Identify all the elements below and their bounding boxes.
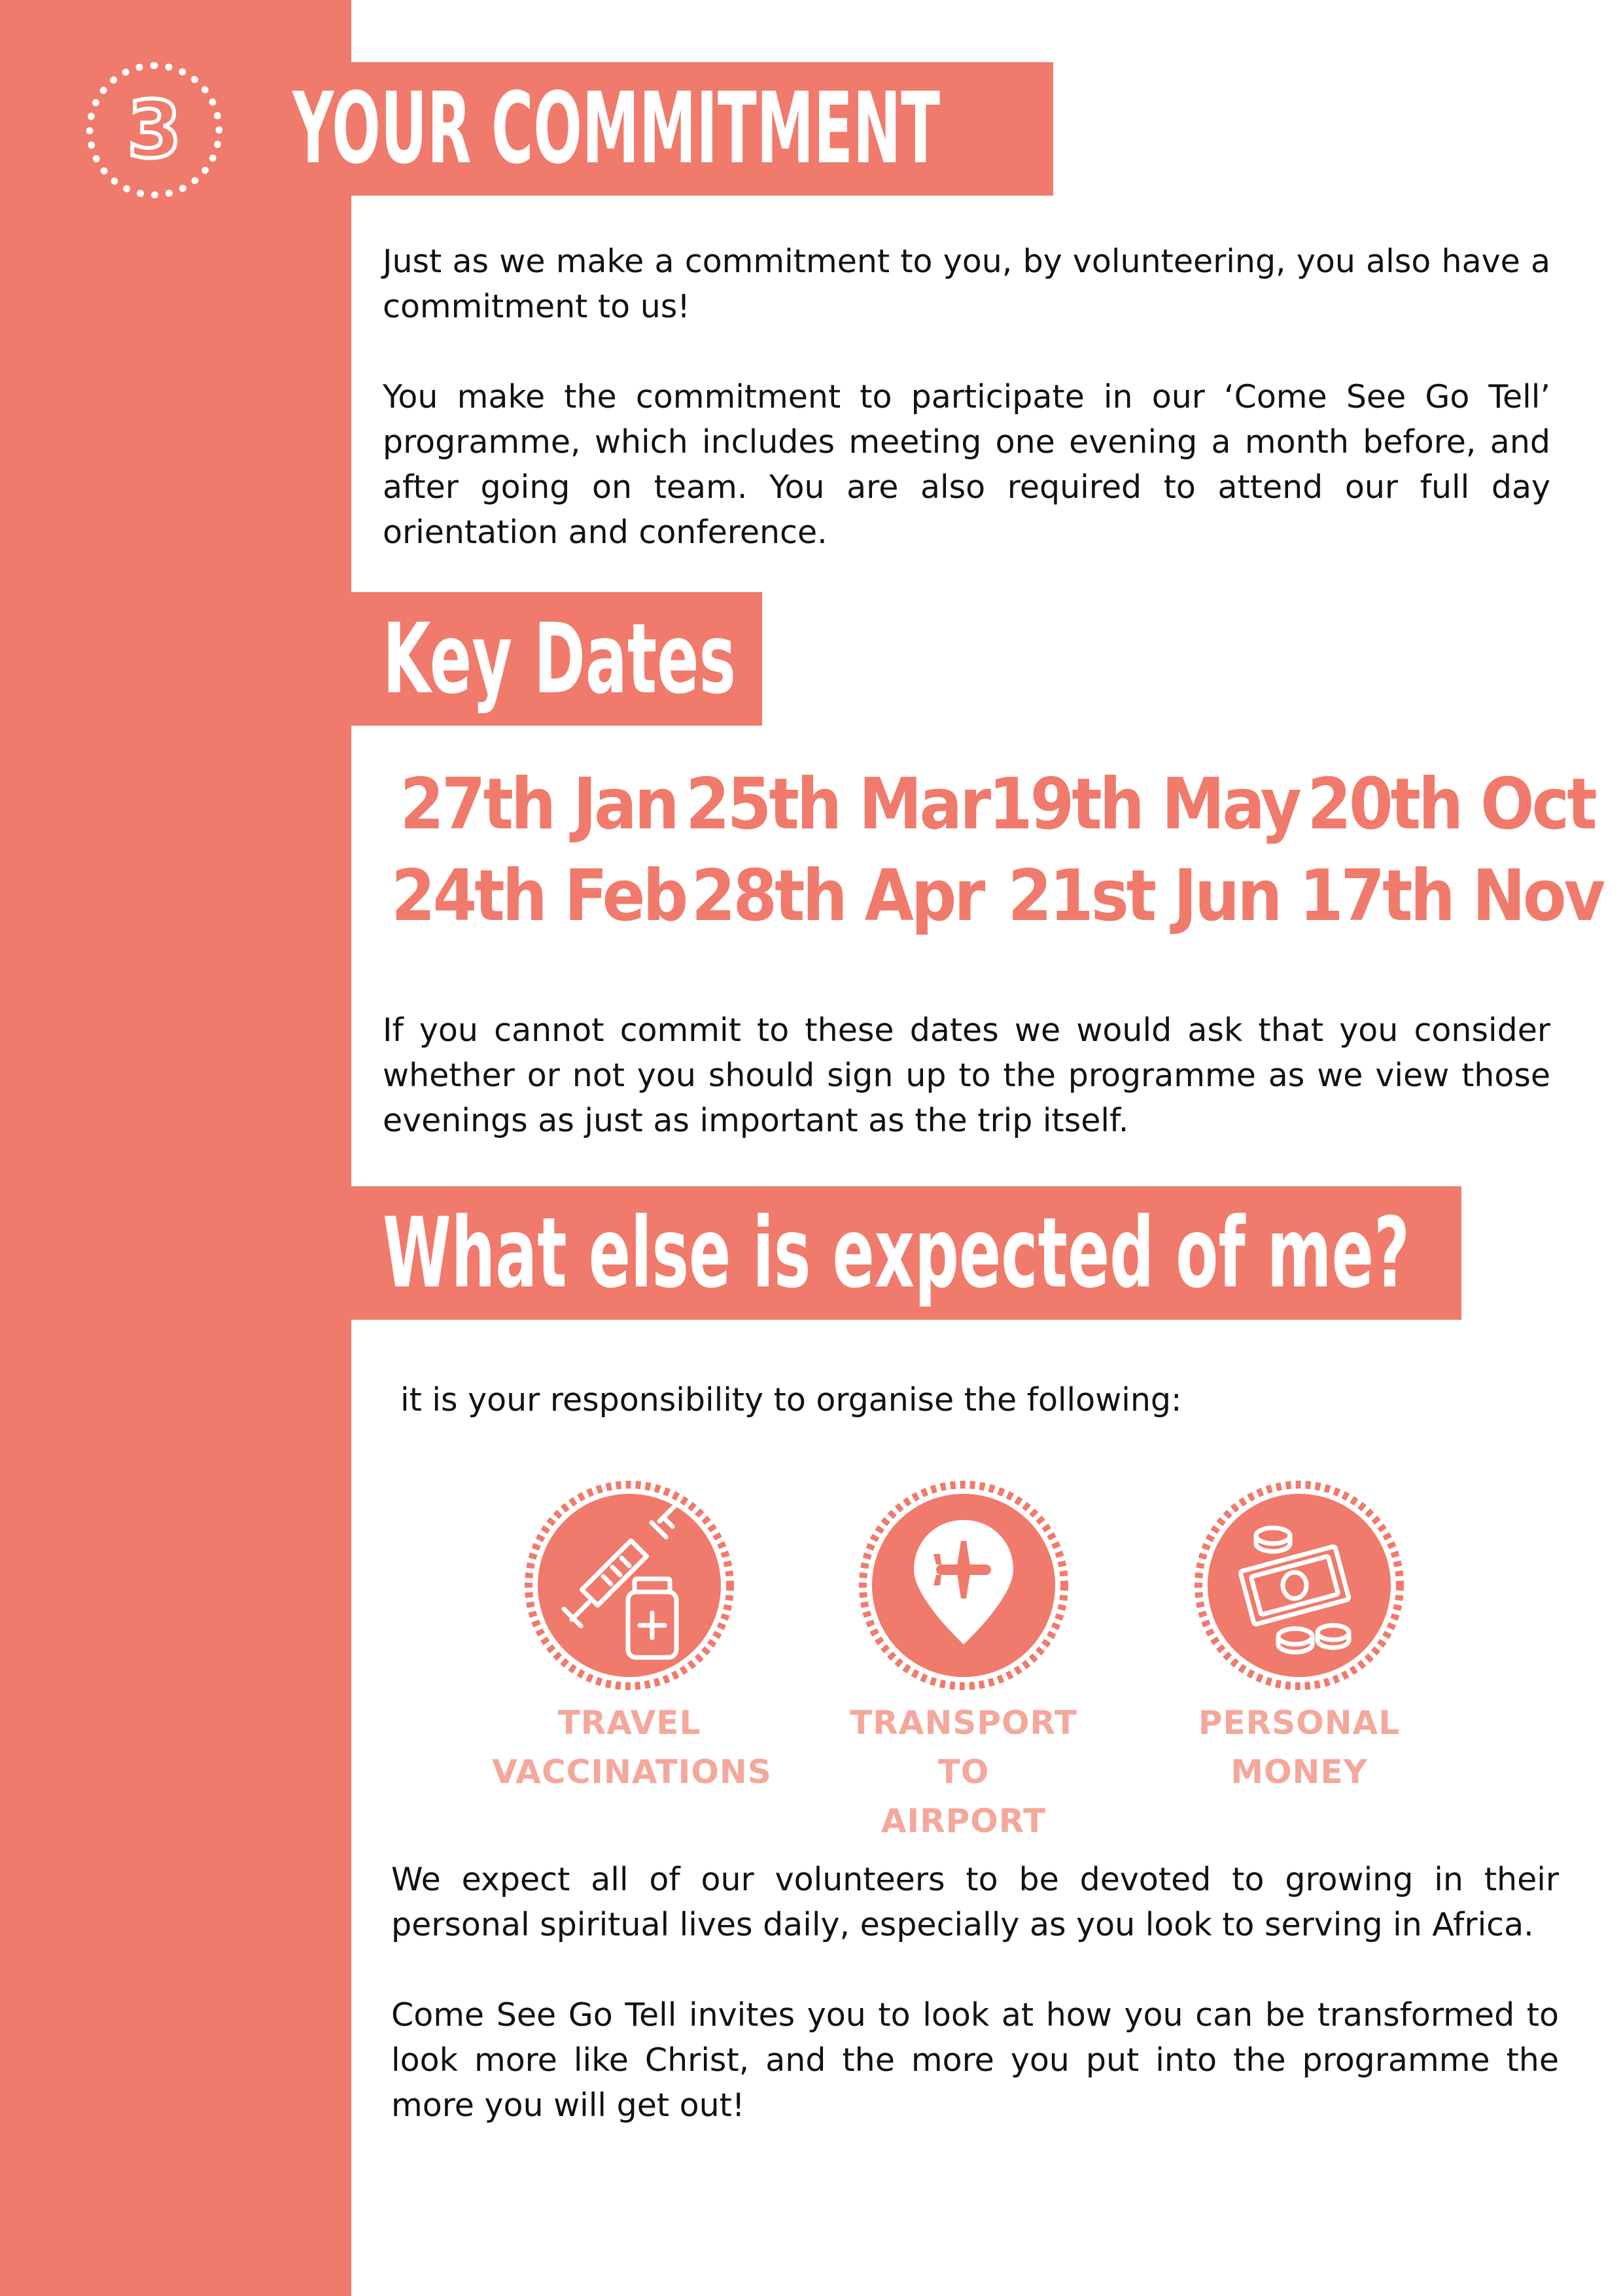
step-badge — [86, 62, 222, 198]
key-date: 21st Jun — [1007, 855, 1280, 937]
key-dates-grid — [391, 762, 1603, 939]
key-date: 20th Oct — [1307, 764, 1595, 845]
item-label-transport: TRANSPORT TO AIRPORT — [850, 1704, 1077, 1840]
section-banner-key-dates — [351, 592, 762, 726]
key-dates-title: Key Dates — [383, 603, 736, 715]
key-date: 25th Mar — [686, 764, 989, 845]
intro-paragraph-1: Just as we make a commitment to you, by volunteering, you also have a commitment to us! — [383, 243, 1550, 325]
intro-paragraph-2: You make the commitment to participate in our ‘Come See Go Tell’ programme, which includes meeting one evening a month before, and after going on team. You are also required to attend our full day orientation and conference. — [383, 378, 1550, 551]
airplane-pin-icon — [859, 1481, 1068, 1690]
key-date: 19th May — [988, 764, 1299, 845]
expectations-paragraph-2: Come See Go Tell invites you to look at how you can be transformed to look more like Christ, and the more you put into the programme the more you will get out! — [391, 1996, 1559, 2124]
expectations-lead: it is your responsibility to organise the following: — [400, 1381, 1182, 1419]
expectations-title: What else is expected of me? — [383, 1197, 1410, 1309]
key-date: 27th Jan — [400, 764, 677, 845]
key-dates-note: If you cannot commit to these dates we would ask that you consider whether or not you should sign up to the programme as we view those evenings as just as important as the trip itself. — [383, 1012, 1550, 1139]
page-title: YOUR COMMITMENT — [292, 72, 940, 186]
key-date: 28th Apr — [691, 855, 983, 937]
syringe-vaccine-icon — [525, 1481, 734, 1690]
key-date: 17th Nov — [1299, 855, 1603, 937]
expectations-paragraph-1: We expect all of our volunteers to be devoted to growing in their personal spiritual lives daily, especially as you look to serving in Africa. — [391, 1861, 1559, 1943]
section-banner-expectations — [351, 1186, 1461, 1320]
item-label-money: PERSONAL MONEY — [1198, 1704, 1401, 1791]
section-banner-commitment — [292, 62, 1053, 196]
key-date: 24th Feb — [391, 855, 686, 937]
money-icon — [1195, 1481, 1404, 1690]
left-sidebar-band — [0, 0, 351, 2296]
step-number: 3 — [127, 84, 182, 176]
item-label-vaccinations: TRAVEL VACCINATIONS — [492, 1704, 772, 1791]
